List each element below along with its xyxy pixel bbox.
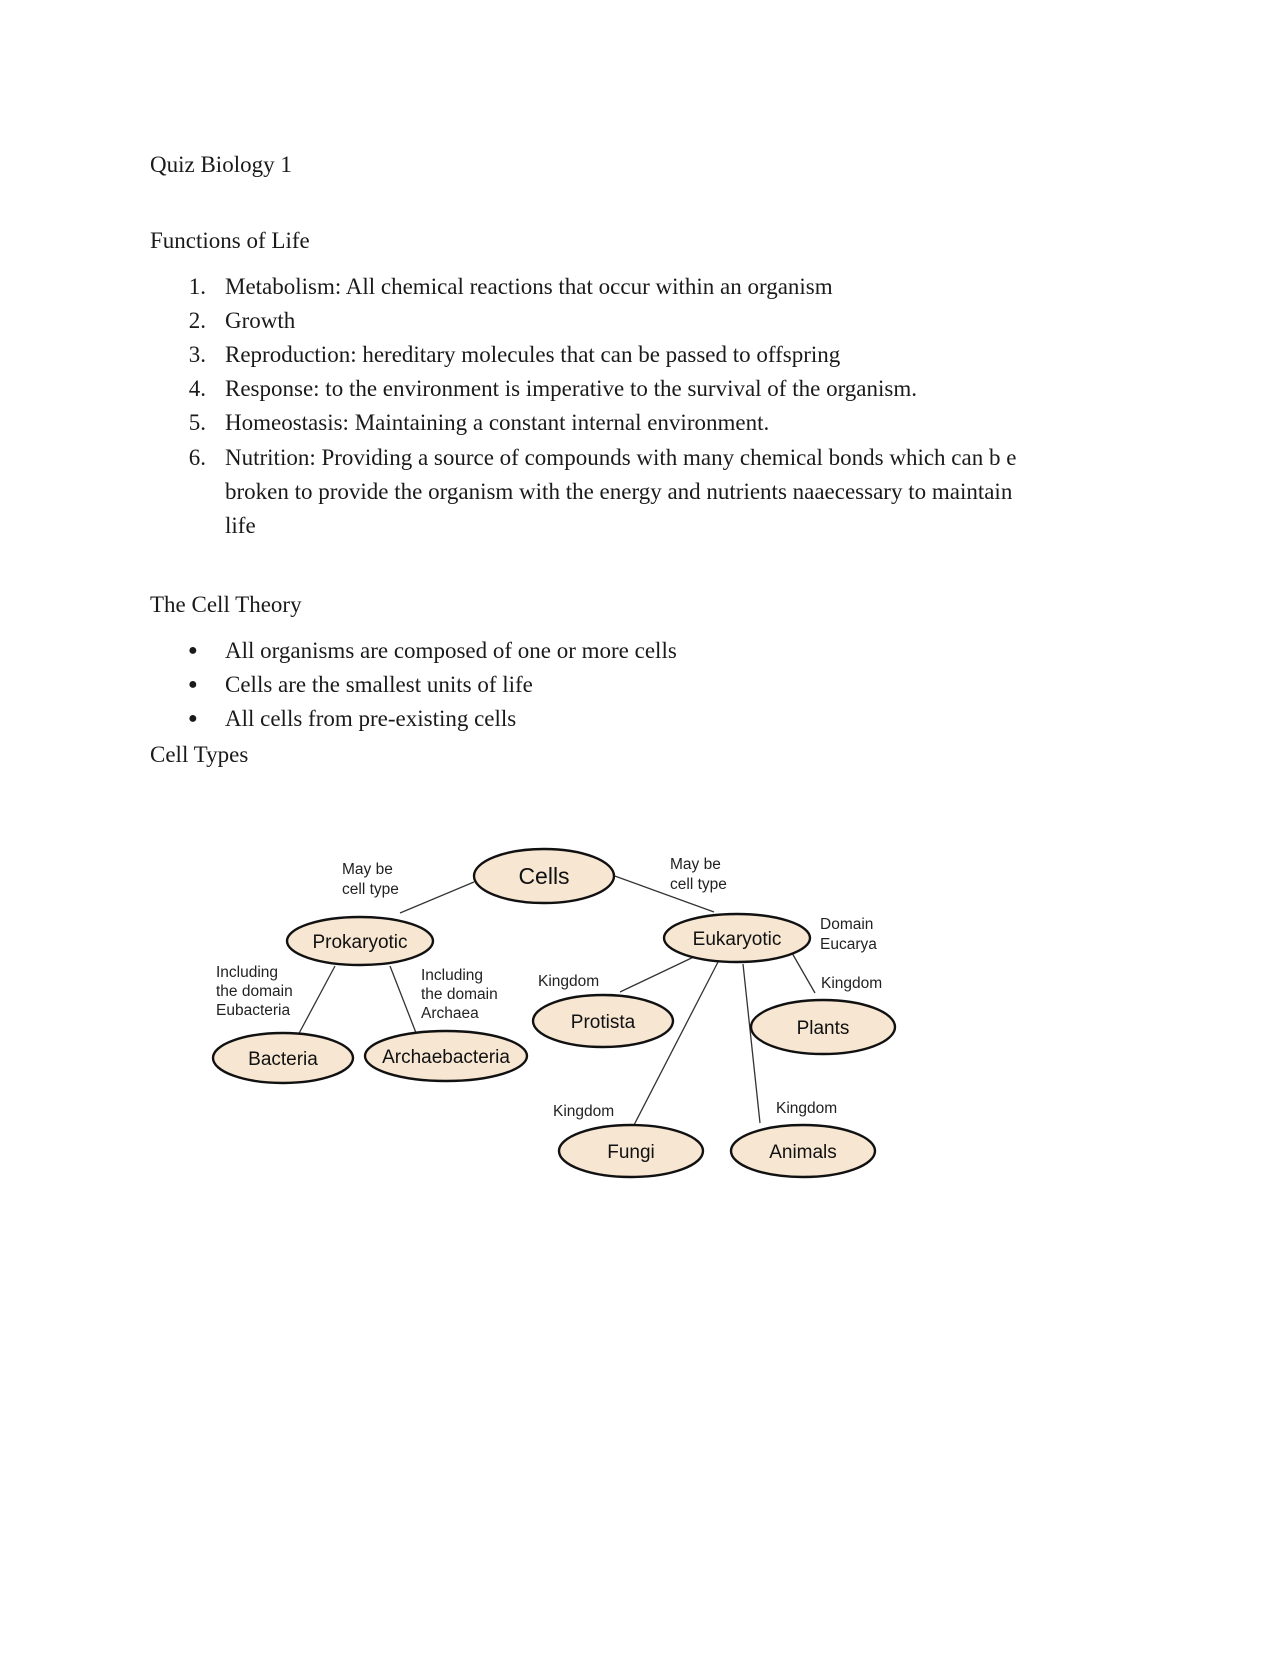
node-plants	[751, 1000, 895, 1054]
node-fungi	[559, 1125, 703, 1177]
node-label: Cells	[518, 863, 570, 889]
label-line: Including	[216, 964, 279, 981]
list-text: life	[225, 513, 256, 538]
list-text: Reproduction: hereditary molecules that can be passed to offspring	[225, 342, 841, 367]
link-prokaryotic-bacteria	[296, 966, 335, 1039]
list-text: Metabolism: All chemical reactions that occur within an organism	[225, 274, 833, 299]
list-number: 1.	[188, 274, 206, 299]
label-eubacteria	[216, 964, 293, 1019]
node-protista	[533, 995, 673, 1047]
list-text: broken to provide the organism with the energy and nutrients naaecessary to maintain	[225, 479, 1013, 504]
node-label: Animals	[769, 1142, 837, 1163]
label-line: Eucarya	[820, 936, 877, 953]
list-text: Nutrition: Providing a source of compounds with many chemical bonds which can b e	[225, 445, 1017, 470]
node-label: Archaebacteria	[382, 1047, 510, 1068]
label-kingdom-protista: Kingdom	[538, 973, 600, 990]
node-label: Fungi	[607, 1142, 655, 1163]
node-animals	[731, 1125, 875, 1177]
document-title: Quiz Biology 1	[150, 152, 292, 177]
list-text: Cells are the smallest units of life	[225, 672, 533, 697]
bullet-icon: ●	[188, 710, 198, 727]
label-right-may-be	[670, 856, 727, 893]
cell-theory-heading: The Cell Theory	[150, 592, 302, 617]
node-label: Protista	[570, 1012, 636, 1033]
list-text: All cells from pre-existing cells	[225, 706, 517, 731]
label-line: cell type	[670, 876, 727, 893]
node-label: Eukaryotic	[692, 929, 782, 950]
node-cells	[474, 849, 614, 903]
link-prokaryotic-archaebacteria	[390, 966, 418, 1038]
list-number: 3.	[188, 342, 206, 367]
node-prokaryotic	[287, 917, 433, 965]
link-eukaryotic-animals	[743, 964, 760, 1123]
node-label: Prokaryotic	[312, 932, 408, 953]
label-left-may-be	[342, 861, 399, 898]
link-eukaryotic-fungi	[634, 962, 718, 1125]
label-line: Domain	[820, 916, 874, 933]
cell-types-heading: Cell Types	[150, 742, 249, 767]
label-line: Including	[421, 967, 484, 984]
node-archaebacteria	[365, 1031, 527, 1081]
list-text: All organisms are composed of one or more cells	[225, 638, 677, 663]
node-bacteria	[213, 1033, 353, 1083]
label-archaea	[421, 967, 498, 1022]
list-number: 6.	[188, 445, 206, 470]
node-label: Plants	[796, 1018, 850, 1039]
link-cells-prokaryotic	[400, 882, 474, 913]
label-line: the domain	[216, 983, 293, 1000]
list-text: Response: to the environment is imperative to the survival of the organism.	[225, 376, 917, 401]
link-eukaryotic-protista	[620, 954, 700, 992]
list-number: 5.	[188, 410, 206, 435]
label-kingdom-fungi: Kingdom	[553, 1103, 615, 1120]
label-domain-eucarya	[820, 916, 877, 953]
functions-heading: Functions of Life	[150, 228, 310, 253]
label-kingdom-animals: Kingdom	[776, 1100, 838, 1117]
bullet-icon: ●	[188, 642, 198, 659]
bullet-icon: ●	[188, 676, 198, 693]
list-text: Growth	[225, 308, 296, 333]
label-line: Eubacteria	[216, 1002, 291, 1019]
label-line: the domain	[421, 986, 498, 1003]
label-line: Archaea	[421, 1005, 479, 1022]
node-eukaryotic	[664, 914, 810, 962]
node-label: Bacteria	[248, 1049, 318, 1070]
list-number: 2.	[188, 308, 206, 333]
label-line: May be	[670, 856, 721, 873]
list-text: Homeostasis: Maintaining a constant internal environment.	[225, 410, 770, 435]
label-line: cell type	[342, 881, 399, 898]
list-number: 4.	[188, 376, 206, 401]
label-line: May be	[342, 861, 393, 878]
label-kingdom-plants: Kingdom	[821, 975, 883, 992]
